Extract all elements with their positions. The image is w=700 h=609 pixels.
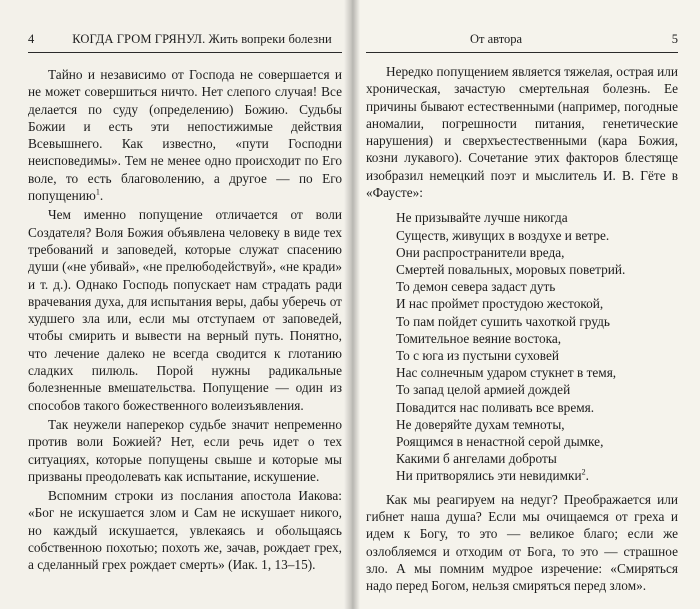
right-running-head [366, 32, 678, 53]
left-page-number: 4 [28, 32, 35, 46]
poem-line: Роящимся в ненастной серой дымке, [396, 434, 604, 450]
left-paragraph-3: Так неужели наперекор судьбе значит непременно против воли Божией? Нет, если речь идет о тех ситуациях, которые попущены свыше и которые мы призваны преодолевать как испытание, искушение. [28, 416, 342, 484]
poem-line: То демон севера задаст дуть [396, 279, 556, 295]
right-page [352, 0, 700, 609]
poem-line: Какими б ангелами доброты [396, 451, 557, 467]
right-running-title: От автора [470, 32, 523, 46]
poem-line: То запад целой армией дождей [396, 382, 571, 398]
left-body-text [28, 66, 342, 574]
poem-quote [396, 209, 678, 484]
poem-line: Смертей повальных, моровых поветрий. [396, 261, 626, 277]
left-running-head [28, 32, 342, 53]
left-paragraph-2: Чем именно попущение отличается от воли Создателя? Воля Божия объявлена человеку в виде тех требований и заповедей, которые служат спасению души («не убивай», «не прелюбодействуй», «не кради» и т. д.). Однако Господь попускает нам страдать ради врачевания духа, для испытания веры, дабы уберечь от худшего зла или, если мы отступаем от заповедей, чтобы смирить и вывести на верный путь. Понятно, что лечение далеко не всегда сводится к глотанию сладких пилюль. Порой нужны радикальные болезненные вмешательства. Попущение — один из способов такого божественного волеизъявления. [28, 207, 342, 413]
footnote-mark: 2 [581, 468, 586, 477]
poem-line: Они распространители вреда, [396, 244, 565, 260]
poem-line: Томительное веяние востока, [396, 330, 562, 346]
footnote-mark: 1 [95, 187, 100, 197]
right-paragraph-2: Как мы реагируем на недуг? Преображается или гибнет наша душа? Если мы очищаемся от греха и идем к Богу, то это — великое благо; если же озлобляемся и отходим от Бога, то это — страшное зло. А мы помним мудрое изречение: «Смиряться надо перед Богом, нельзя смиряться перед злом». [366, 491, 678, 594]
poem-line: Повадится нас поливать все время. [396, 399, 595, 415]
right-body-text [366, 63, 678, 594]
poem-line: То с юга из пустыни суховей [396, 348, 559, 363]
poem-line: Не призывайте лучше никогда [396, 210, 568, 226]
poem-line: И нас проймет простудою жестокой, [396, 296, 604, 312]
left-paragraph-1: Тайно и независимо от Господа не совершается и не может совершиться ничто. Нет слепого случая! Все делается по суду (определению) Божию. Судьбы Божии и есть эти непостижимые действия Всевышнего. Как известно, «пути Господни неисповедимы». Тем не менее одно происходит по Его воле, то есть благоволению, а другое — по Его попущению$^1$. [28, 67, 342, 204]
poem-line: Нас солнечным ударом стукнет в темя, [396, 365, 617, 381]
poem-line: Существ, живущих в воздухе и ветре. [396, 227, 610, 243]
poem-line: Не доверяйте духам темноты, [396, 416, 565, 432]
left-running-title: КОГДА ГРОМ ГРЯНУЛ. Жить вопреки болезни [72, 32, 332, 46]
right-paragraph-1: Нередко попущением является тяжелая, острая или хроническая, зачастую смертельная болезнь. Ее причины бывают естественными (например, погодные аномалии, погрешности питания, генетические нарушения) и сверхъестественными (кара Божия, козни лукавого). Сочетание этих факторов блестяще изобразил немецкий поэт и мыслитель И. В. Гёте в «Фаусте»: [366, 64, 678, 201]
right-page-number: 5 [671, 32, 678, 46]
poem-line-last: Ни притворялись эти невидимки$^2$. [396, 468, 589, 484]
left-paragraph-4: Вспомним строки из послания апостола Иакова: «Бог не искушается злом и Сам не искушает никого, но каждый искушается, увлекаясь и обольщаясь собственною похотью; похоть же, зачав, рождает грех, а сделанный грех рождает смерть» (Иак. 1, 13–15). [28, 488, 342, 573]
poem-line: То пам пойдет сушить чахоткой грудь [396, 313, 610, 329]
